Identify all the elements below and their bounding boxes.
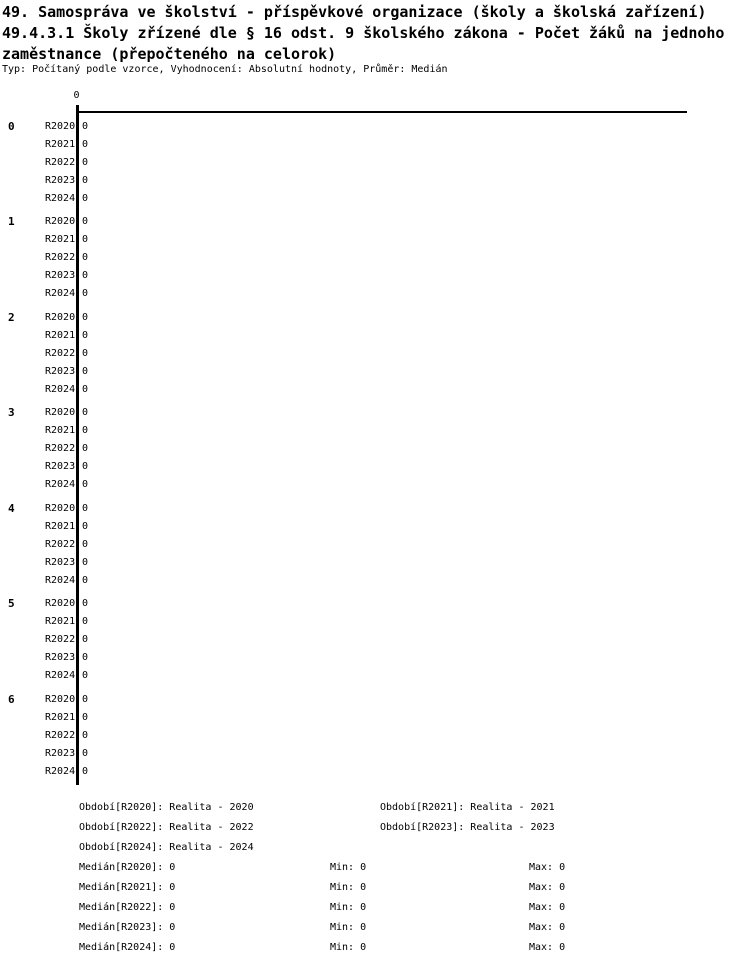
legend-median-label: Medián[R2022]: 0 <box>79 902 176 913</box>
chart-row <box>0 745 750 763</box>
legend-max-label: Max: 0 <box>529 942 566 953</box>
legend-median-label: Medián[R2023]: 0 <box>79 922 176 933</box>
series-label: R2021 <box>45 520 76 532</box>
bar-value-label: 0 <box>82 461 89 472</box>
bar-value-label: 0 <box>82 329 89 341</box>
chart-row <box>0 172 750 190</box>
chart-row <box>0 518 750 536</box>
bar-value-label: 0 <box>82 120 89 132</box>
chart-row <box>0 709 750 727</box>
series-label: R2022 <box>45 634 76 645</box>
bar-value-label: 0 <box>82 407 89 418</box>
series-label: R2024 <box>45 383 76 395</box>
bar-value-label: 0 <box>82 311 89 323</box>
category-label: 6 <box>8 692 15 706</box>
legend-stat-row <box>0 918 750 938</box>
chart-row <box>0 363 750 381</box>
series-label: R2022 <box>45 347 76 359</box>
chart-group <box>0 309 750 399</box>
series-label: R2021 <box>45 234 76 245</box>
series-label: R2023 <box>45 174 76 186</box>
series-label: R2020 <box>45 216 76 227</box>
chart-group <box>0 691 750 781</box>
chart-row <box>0 595 750 613</box>
bar-value-label: 0 <box>82 216 89 227</box>
chart-row <box>0 231 750 249</box>
series-label: R2024 <box>45 765 76 777</box>
bar-value-label: 0 <box>82 616 89 627</box>
category-label: 1 <box>8 215 15 228</box>
bar-value-label: 0 <box>82 443 89 454</box>
bar-value-label: 0 <box>82 634 89 645</box>
category-label: 0 <box>8 119 15 133</box>
chart-row <box>0 631 750 649</box>
bar-value-label: 0 <box>82 425 89 436</box>
series-label: R2020 <box>45 693 76 705</box>
series-label: R2023 <box>45 461 76 472</box>
bar-value-label: 0 <box>82 138 89 150</box>
value-axis-tick-label: 0 <box>73 90 80 101</box>
series-label: R2024 <box>45 574 76 586</box>
bar-value-label: 0 <box>82 192 89 204</box>
series-label: R2022 <box>45 156 76 168</box>
value-axis-line <box>76 111 687 113</box>
series-label: R2022 <box>45 443 76 454</box>
bar-value-label: 0 <box>82 288 89 299</box>
chart-row <box>0 667 750 685</box>
bar-value-label: 0 <box>82 502 89 514</box>
series-label: R2021 <box>45 138 76 150</box>
series-label: R2023 <box>45 652 76 663</box>
category-label: 4 <box>8 501 15 515</box>
bar-value-label: 0 <box>82 711 89 723</box>
chart-row <box>0 154 750 172</box>
series-label: R2021 <box>45 425 76 436</box>
series-label: R2024 <box>45 670 76 681</box>
legend-stat-row <box>0 938 750 958</box>
bar-value-label: 0 <box>82 520 89 532</box>
legend-min-label: Min: 0 <box>330 902 367 913</box>
legend-max-label: Max: 0 <box>529 882 566 893</box>
series-label: R2024 <box>45 479 76 490</box>
bar-value-label: 0 <box>82 270 89 281</box>
bar-value-label: 0 <box>82 538 89 550</box>
series-label: R2021 <box>45 711 76 723</box>
bar-value-label: 0 <box>82 234 89 245</box>
report-meta: Typ: Počítaný podle vzorce, Vyhodnocení: Absolutní hodnoty, Průměr: Medián <box>2 64 448 75</box>
bar-value-label: 0 <box>82 574 89 586</box>
bar-value-label: 0 <box>82 729 89 741</box>
bar-value-label: 0 <box>82 598 89 609</box>
report-title-line-2: 49.4.3.1 Školy zřízené dle § 16 odst. 9 školského zákona - Počet žáků na jednoho <box>2 24 725 42</box>
legend-min-label: Min: 0 <box>330 882 367 893</box>
category-label: 5 <box>8 597 15 610</box>
chart-group <box>0 404 750 494</box>
legend-period-row <box>0 818 750 838</box>
legend-period-label: Období[R2023]: Realita - 2023 <box>380 822 555 833</box>
legend-median-label: Medián[R2024]: 0 <box>79 942 176 953</box>
chart-row <box>0 458 750 476</box>
legend-max-label: Max: 0 <box>529 902 566 913</box>
chart-row <box>0 536 750 554</box>
chart-row <box>0 213 750 231</box>
chart-row <box>0 554 750 572</box>
chart-row <box>0 136 750 154</box>
legend-median-label: Medián[R2020]: 0 <box>79 862 176 873</box>
chart-row <box>0 118 750 136</box>
report-title-line-3: zaměstnance (přepočteného na celorok) <box>2 45 337 63</box>
bar-value-label: 0 <box>82 765 89 777</box>
legend-period-label: Období[R2024]: Realita - 2024 <box>79 842 254 853</box>
bar-value-label: 0 <box>82 693 89 705</box>
series-label: R2024 <box>45 288 76 299</box>
series-label: R2020 <box>45 120 76 132</box>
legend-period-row <box>0 798 750 818</box>
series-label: R2022 <box>45 729 76 741</box>
bar-value-label: 0 <box>82 174 89 186</box>
legend-max-label: Max: 0 <box>529 922 566 933</box>
chart-row <box>0 249 750 267</box>
legend-period-label: Období[R2021]: Realita - 2021 <box>380 802 555 813</box>
chart-row <box>0 572 750 590</box>
legend-max-label: Max: 0 <box>529 862 566 873</box>
chart-row <box>0 763 750 781</box>
category-label: 2 <box>8 310 15 324</box>
legend-period-label: Období[R2020]: Realita - 2020 <box>79 802 254 813</box>
bar-value-label: 0 <box>82 365 89 377</box>
series-label: R2023 <box>45 747 76 759</box>
bar-value-label: 0 <box>82 670 89 681</box>
series-label: R2020 <box>45 598 76 609</box>
bar-value-label: 0 <box>82 347 89 359</box>
legend-min-label: Min: 0 <box>330 942 367 953</box>
chart-group <box>0 213 750 303</box>
bar-value-label: 0 <box>82 652 89 663</box>
chart-row <box>0 285 750 303</box>
legend-min-label: Min: 0 <box>330 922 367 933</box>
bar-value-label: 0 <box>82 479 89 490</box>
series-label: R2021 <box>45 616 76 627</box>
chart-group <box>0 118 750 208</box>
series-label: R2020 <box>45 311 76 323</box>
series-label: R2022 <box>45 538 76 550</box>
chart-row <box>0 613 750 631</box>
bar-value-label: 0 <box>82 383 89 395</box>
chart-row <box>0 404 750 422</box>
chart-row <box>0 500 750 518</box>
series-label: R2023 <box>45 556 76 568</box>
legend-stat-row <box>0 898 750 918</box>
series-label: R2024 <box>45 192 76 204</box>
legend-period-row <box>0 838 750 858</box>
legend-median-label: Medián[R2021]: 0 <box>79 882 176 893</box>
chart-row <box>0 422 750 440</box>
chart-group <box>0 500 750 590</box>
chart-row <box>0 267 750 285</box>
series-label: R2021 <box>45 329 76 341</box>
legend-stat-row <box>0 878 750 898</box>
category-label: 3 <box>8 406 15 419</box>
chart-group <box>0 595 750 685</box>
series-label: R2022 <box>45 252 76 263</box>
chart-row <box>0 381 750 399</box>
bar-value-label: 0 <box>82 156 89 168</box>
legend-stat-row <box>0 858 750 878</box>
chart-row <box>0 440 750 458</box>
report-title-line-1: 49. Samospráva ve školství - příspěvkové organizace (školy a školská zařízení) <box>2 3 707 21</box>
bar-value-label: 0 <box>82 556 89 568</box>
series-label: R2023 <box>45 365 76 377</box>
bar-value-label: 0 <box>82 252 89 263</box>
chart-row <box>0 649 750 667</box>
chart-row <box>0 727 750 745</box>
series-label: R2023 <box>45 270 76 281</box>
legend-min-label: Min: 0 <box>330 862 367 873</box>
chart-row <box>0 309 750 327</box>
chart-row <box>0 190 750 208</box>
chart-row <box>0 691 750 709</box>
chart-row <box>0 476 750 494</box>
legend-period-label: Období[R2022]: Realita - 2022 <box>79 822 254 833</box>
chart-row <box>0 345 750 363</box>
bar-value-label: 0 <box>82 747 89 759</box>
chart-row <box>0 327 750 345</box>
series-label: R2020 <box>45 502 76 514</box>
series-label: R2020 <box>45 407 76 418</box>
